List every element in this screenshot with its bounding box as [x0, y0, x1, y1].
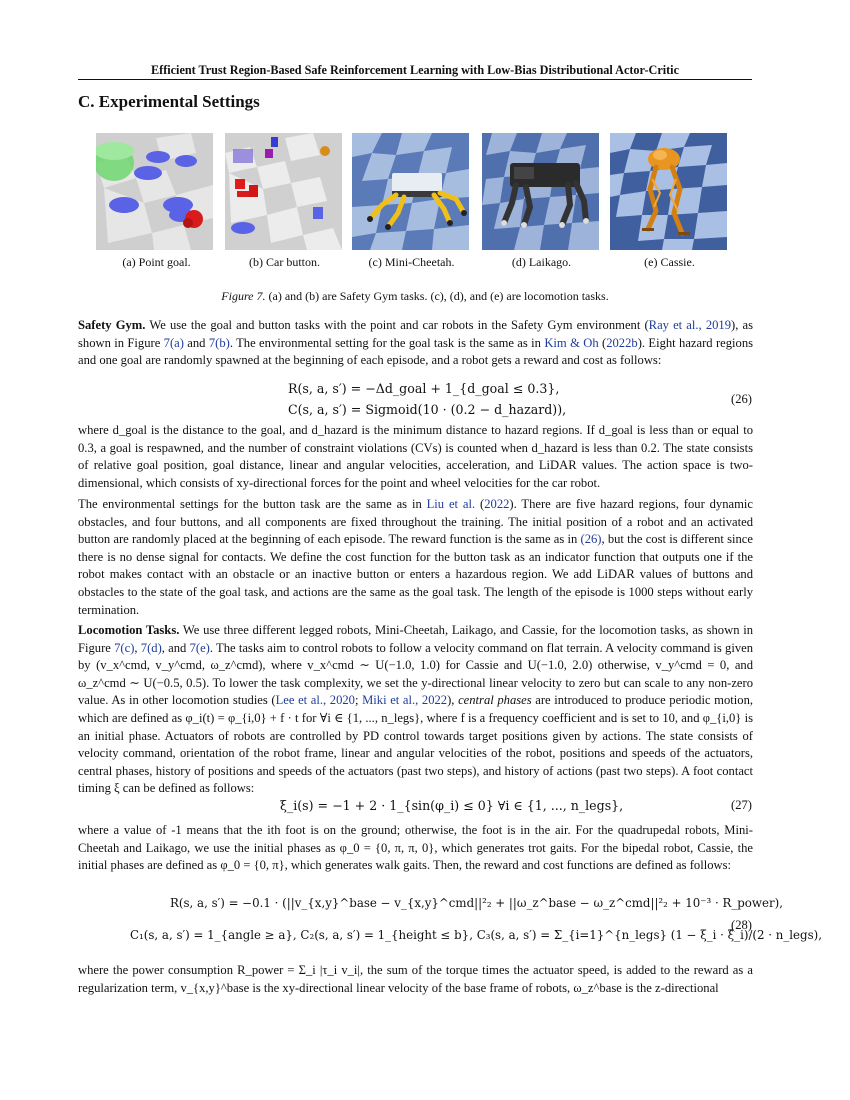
text-span: ,: [134, 640, 141, 655]
safety-gym-paragraph-2: where d_goal is the distance to the goal, and d_hazard is the minimum distance to hazard regions. If d_goal is less than or equal to 0.3, a goal is respawned, and the number of constraint violations (CVs) is counted when d_hazard is less than 0.2. The state consists of relative goal position, goal distance, linear and angular velocities, acceleration, and LiDAR values. The action space is two-dimensional, which consists of xy-directional forces for the point and wheel velocities for the car robot.: [78, 423, 753, 490]
safety-gym-paragraph-1: Safety Gym. We use the goal and button tasks with the point and car robots in the Safety Gym environment (Ray et al., 2019), as shown in Figure 7(a) and 7(b). The environmental setting for the goal task is the same as in Kim & Oh (2022b). Eight hazard regions and one goal are randomly spawned at the beginning of each episode, and a robot gets a reward and cost as follows:: [78, 318, 754, 368]
car-button-image: [225, 133, 342, 250]
section-title: C. Experimental Settings: [78, 92, 260, 111]
citation-liu-year[interactable]: 2022: [484, 497, 510, 511]
citation-lee[interactable]: Lee et al., 2020: [275, 693, 355, 708]
citation-miki[interactable]: Miki et al., 2022: [362, 693, 448, 708]
text-span: ). There are five hazard regions, four dynamic obstacles, and four buttons, and all components are fixed throughout the training. The initial position of a robot and an activated button are randomly placed at the beginning of each episode. The reward function is the same as in: [78, 497, 753, 547]
figure-caption: [78, 289, 752, 304]
locomotion-paragraph-2: where a value of -1 means that the ith foot is on the ground; otherwise, the foot is in the air. For the quadrupedal robots, Mini-Cheetah and Laikago, we use the initial phases as φ_0 = {0, π, π, 0}, which generates trot gaits. For the bipedal robot, Cassie, the initial phases are defined as φ_0 = {0, π}, which generates walk gaits. Then, the reward and cost functions are defined as follows:: [78, 823, 753, 873]
ref-fig-7c[interactable]: 7(c): [114, 640, 135, 655]
mini-cheetah-image: [352, 133, 469, 250]
text-span: We use three different legged robots, Mini-Cheetah, Laikago, and Cassie, for the locomotion tasks, as shown in Figure: [78, 623, 754, 655]
laikago-image: [482, 133, 599, 250]
equation-26-line-1: R(s, a, s′) = −Δd_goal + 1_{d_goal ≤ 0.3},: [288, 381, 560, 396]
safety-gym-paragraph-3: The environmental settings for the button task are the same as in Liu et al. (2022). There are five hazard regions, four dynamic obstacles, and four buttons, and all components are fixed throughout the training. The initial position of a robot and an activated button are randomly placed at the beginning of each episode. The reward function is the same as in (26), but the cost is different since there is no dense signal for contacts. We define the cost function for the button task as an indicator function that outputs one if the robot makes contact with an obstacle or an inactive button or enters a hazardous region. We add LiDAR values of buttons and obstacles to the state of the goal task, and actions are the same as the goal task. The length of the episode is 1000 steps without early termination.: [78, 497, 753, 617]
text-span: ;: [354, 693, 363, 708]
citation-liu[interactable]: Liu et al.: [426, 497, 476, 511]
locomotion-heading: Locomotion Tasks.: [78, 623, 180, 637]
ref-eq-26[interactable]: (26): [580, 532, 602, 547]
subcaption-a: (a) Point goal.: [122, 255, 191, 269]
central-phases-term: central phases: [458, 693, 532, 708]
point-goal-image: [96, 133, 213, 250]
ref-fig-7a[interactable]: 7(a): [163, 335, 184, 350]
ref-fig-7e[interactable]: 7(e): [189, 640, 210, 655]
locomotion-paragraph-3: where the power consumption R_power = Σ_i |τ_i v_i|, the sum of the torque times the actuator speed, is added to the reward as a regularization term, v_{x,y}^base is the xy-directional linear velocity of the base frame of robots, ω_z^base is the z-directional: [78, 963, 753, 995]
equation-26-number: (26): [731, 392, 752, 406]
subcaption-e: (e) Cassie.: [644, 255, 695, 269]
text-span: ). Eight hazard regions and one goal are randomly spawned at the beginning of each episode, and a robot gets a reward and cost as follows:: [78, 335, 754, 368]
equation-26-line-2: C(s, a, s′) = Sigmoid(10 · (0.2 − d_hazard)),: [288, 402, 567, 417]
cassie-image: [610, 133, 727, 250]
citation-ray[interactable]: Ray et al., 2019: [648, 318, 732, 332]
figure-caption-text: (a) and (b) are Safety Gym tasks. (c), (d), and (e) are locomotion tasks.: [268, 289, 609, 303]
safety-gym-heading: Safety Gym.: [78, 318, 146, 332]
text-span: The environmental settings for the button task are the same as in: [78, 497, 427, 511]
text-span: ),: [447, 693, 459, 708]
text-span: We use the goal and button tasks with the point and car robots in the Safety Gym environment (: [149, 318, 649, 332]
running-header: Efficient Trust Region-Based Safe Reinforcement Learning with Low-Bias Distributional Actor-Critic: [151, 63, 679, 77]
equation-28-line-2: C₁(s, a, s′) = 1_{angle ≥ a}, C₂(s, a, s′) = 1_{height ≤ b}, C₃(s, a, s′) = Σ_{i=1}^{n_legs} (1 − ξ_i · ξ̂_i)/(2 · n_legs),: [130, 928, 822, 942]
text-span: ), as shown in Figure: [78, 318, 753, 350]
equation-27-number: (27): [731, 798, 752, 812]
locomotion-paragraph-1: [78, 622, 753, 798]
ref-fig-7b[interactable]: 7(b): [208, 335, 230, 350]
text-span: and: [183, 335, 209, 350]
subcaption-d: (d) Laikago.: [511, 255, 572, 269]
subcaption-b: (b) Car button.: [249, 255, 320, 269]
citation-kim[interactable]: Kim & Oh: [544, 335, 599, 350]
text-span: , but the cost is different since there is no dense signal for contacts. We define the cost function for the button task as an indicator function that outputs one if the robot makes contact with an obstacle or an inactive button or enters a hazardous region. We add LiDAR values of buttons and obstacles to the state of the goal task, and actions are the same as the goal task. The length of the episode is 1000 steps without early termination.: [78, 532, 753, 617]
figure-label: Figure 7.: [221, 289, 266, 303]
text-span: . The tasks aim to control robots to follow a velocity command on flat terrain. A velocity command is given by (v_x^cmd, v_y^cmd, ω_z^cmd), where v_x^cmd ∼ U(−1.0, 1.0) for Cassie and U(−1.0, 2.0) otherwise, v_y^cmd = 0, and ω_z^cmd ∼ U(−0.5, 0.5). To lower the task complexity, we set the y-directional linear velocity to zero but can scale to any non-zero value. As in other locomotion studies (: [78, 640, 754, 708]
figure-7: [0, 133, 850, 273]
text-span: are introduced to produce periodic motion, which are defined as φ_i(t) = φ_{i,0} + f · t for ∀i ∈ {1, ..., n_legs}, where f is a frequency coefficient and is set to 10, and φ_{i,0} is an initial phase. Actuators of robots are controlled by PD control towards target positions given by actions. The state consists of velocity command, orientation of the robot frame, linear and angular velocities of the robot, positions and speeds of the actuators, central phases, history of positions and speeds of the actuators (past two steps), and history of actions (past two steps). A foot contact timing ξ can be defined as follows:: [78, 693, 754, 796]
ref-fig-7d[interactable]: 7(d): [140, 640, 162, 655]
equation-27: ξ_i(s) = −1 + 2 · 1_{sin(φ_i) ≤ 0} ∀i ∈ {1, ..., n_legs},: [280, 798, 624, 813]
equation-28-line-1: R(s, a, s′) = −0.1 · (||v_{x,y}^base − v_{x,y}^cmd||²₂ + ||ω_z^base − ω_z^cmd||²₂ + 10⁻³ · R_power),: [170, 896, 783, 910]
text-span: . The environmental setting for the goal task is the same as in: [229, 335, 545, 350]
header-rule: [78, 79, 752, 80]
subcaption-c: (c) Mini-Cheetah.: [368, 255, 455, 269]
equation-28-number: (28): [731, 918, 752, 932]
citation-kim-year[interactable]: 2022b: [606, 335, 638, 350]
text-span: , and: [161, 640, 190, 655]
